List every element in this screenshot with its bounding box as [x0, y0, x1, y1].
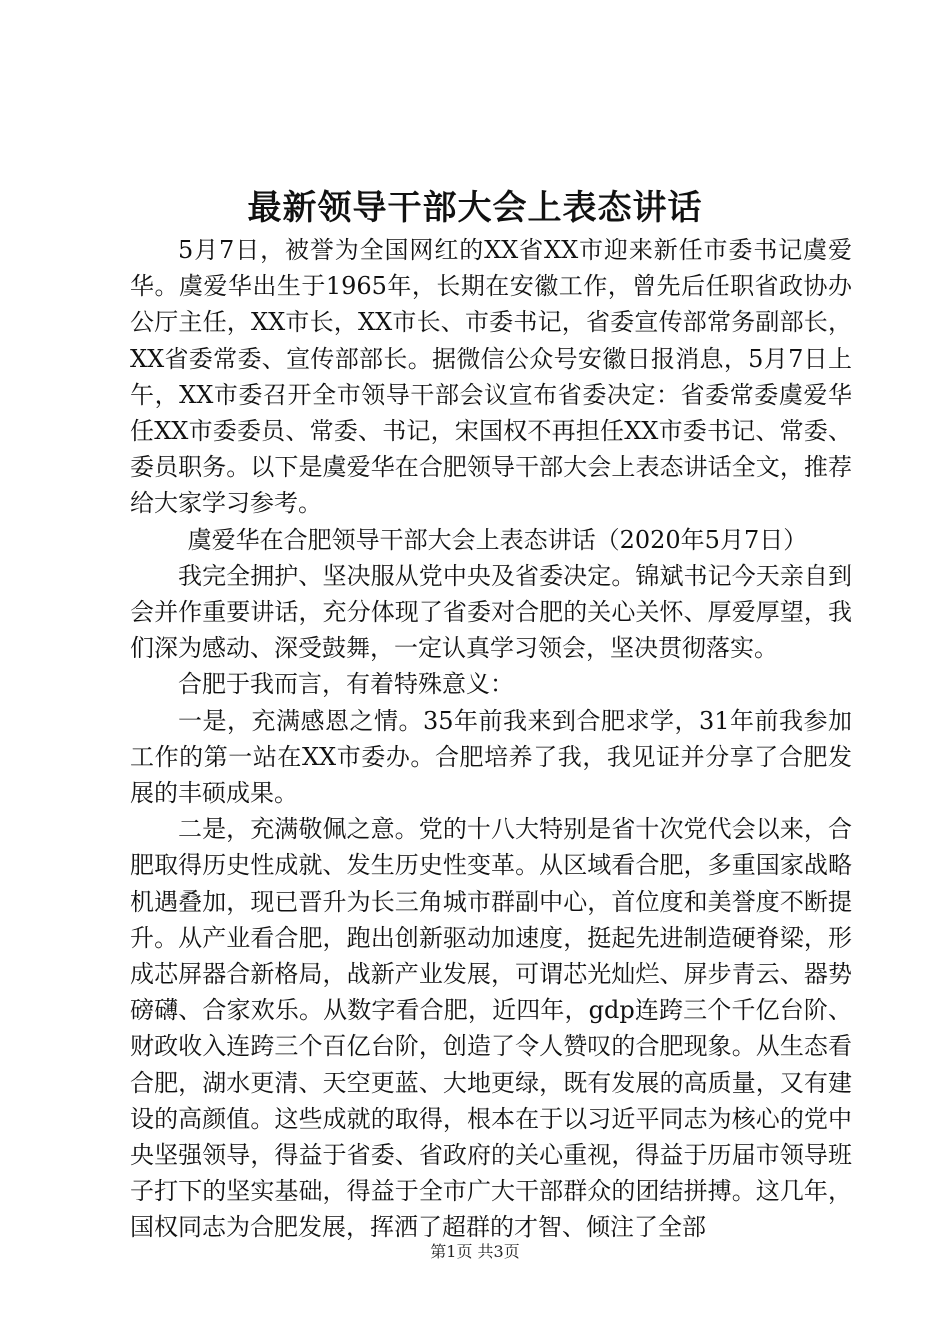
paragraph-intro: 5月7日，被誉为全国网红的XX省XX市迎来新任市委书记虞爱华。虞爱华出生于1965年，长期在安徽工作，曾先后任职省政协办公厅主任，XX市长，XX市长、市委书记，省委宣传部常务副部长，XX省委常委、宣传部部长。据微信公众号安徽日报消息，5月7日上午，XX市委召开全市领导干部会议宣布省委决定：省委常委虞爱华任XX市委委员、常委、书记，宋国权不再担任XX市委书记、常委、委员职务。以下是虞爱华在合肥领导干部大会上表态讲话全文，推荐给大家学习参考。	[130, 236, 852, 518]
paragraph-support: 我完全拥护、坚决服从党中央及省委决定。锦斌书记今天亲自到会并作重要讲话，充分体现了省委对合肥的关心关怀、厚爱厚望，我们深为感动、深受鼓舞，一定认真学习领会，坚决贯彻落实。	[130, 561, 852, 663]
paragraph-speech-heading: 虞爱华在合肥领导干部大会上表态讲话（2020年5月7日）	[187, 525, 808, 554]
paragraph-admiration: 二是，充满敬佩之意。党的十八大特别是省十次党代会以来，合肥取得历史性成就、发生历史性变革。从区域看合肥，多重国家战略机遇叠加，现已晋升为长三角城市群副中心，首位度和美誉度不断提升。从产业看合肥，跑出创新驱动加速度，挺起先进制造硬脊梁，形成芯屏器合新格局，战新产业发展，可谓芯光灿烂、屏步青云、器势磅礴、合家欢乐。从数字看合肥，近四年，gdp连跨三个千亿台阶、财政收入连跨三个百亿台阶，创造了令人赞叹的合肥现象。从生态看合肥，湖水更清、天空更蓝、大地更绿，既有发展的高质量，又有建设的高颜值。这些成就的取得，根本在于以习近平同志为核心的党中央坚强领导，得益于省委、省政府的关心重视，得益于历届市领导班子打下的坚实基础，得益于全市广大干部群众的团结拼搏。这几年，国权同志为合肥发展，挥洒了超群的才智、倾注了全部	[130, 815, 852, 1242]
document-title: 最新领导干部大会上表态讲话	[247, 188, 703, 228]
paragraph-gratitude: 一是，充满感恩之情。35年前我来到合肥求学，31年前我参加工作的第一站在XX市委办。合肥培养了我，我见证并分享了合肥发展的丰硕成果。	[130, 706, 852, 808]
paragraph-significance: 合肥于我而言，有着特殊意义：	[178, 670, 514, 699]
page-number-footer: 第1页 共3页	[430, 1242, 520, 1261]
document-body	[130, 232, 852, 1246]
